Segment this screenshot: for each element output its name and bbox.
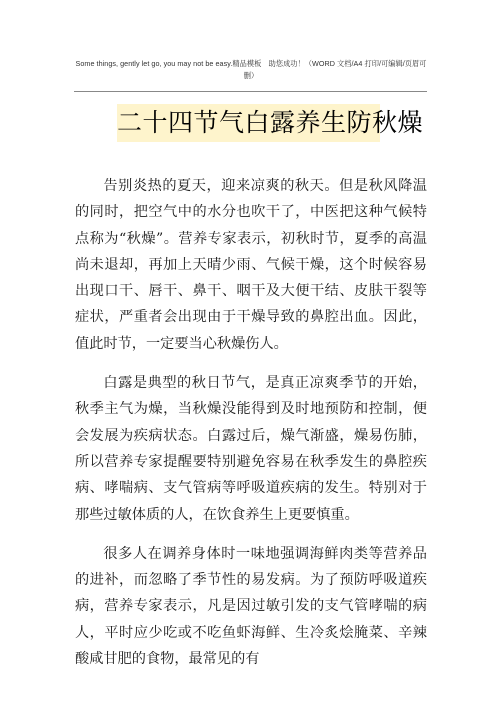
- paragraph-2: 白露是典型的秋日节气，是真正凉爽季节的开始，秋季主气为燥，当秋燥没能得到及时地预防和控制，便会发展为疾病状态。白露过后，燥气渐盛，燥易伤肺，所以营养专家提醒要特别避免容易在秋季发生的鼻腔疾病、哮喘病、支气管病等呼吸道疾病的发生。特别对于那些过敏体质的人，在饮食养生上更要慎重。: [75, 375, 427, 523]
- page-header: [70, 58, 432, 82]
- document-body: [75, 173, 427, 672]
- header-tagline: Some things, gently let go, you may not be easy.精品模板 助您成功！（WORD 文档/A4 打印/可编辑/页眉可: [75, 59, 427, 68]
- paragraph-1: 告别炎热的夏天，迎来凉爽的秋天。但是秋风降温的同时，把空气中的水分也吹干了，中医把这种气候特点称为“秋燥”。营养专家表示，初秋时节，夏季的高温尚未退却，再加上天晴少雨、气候干燥，这个时候容易出现口干、唇干、鼻干、咽干及大便干结、皮肤干裂等症状，严重者会出现由于干燥导致的鼻腔出血。因此，值此时节，一定要当心秋燥伤人。: [75, 178, 427, 352]
- title-highlight: [117, 104, 424, 142]
- header-tagline-continued: 删）: [243, 71, 259, 80]
- header-divider: [74, 91, 427, 92]
- document-title: 二十四节气白露养生防秋燥: [117, 108, 424, 137]
- paragraph-3: 很多人在调养身体时一味地强调海鲜肉类等营养品的进补，而忽略了季节性的易发病。为了预防呼吸道疾病，营养专家表示，凡是因过敏引发的支气管哮喘的病人，平时应少吃或不吃鱼虾海鲜、生冷炙烩腌菜、辛辣酸咸甘肥的食物，最常见的有: [75, 545, 427, 668]
